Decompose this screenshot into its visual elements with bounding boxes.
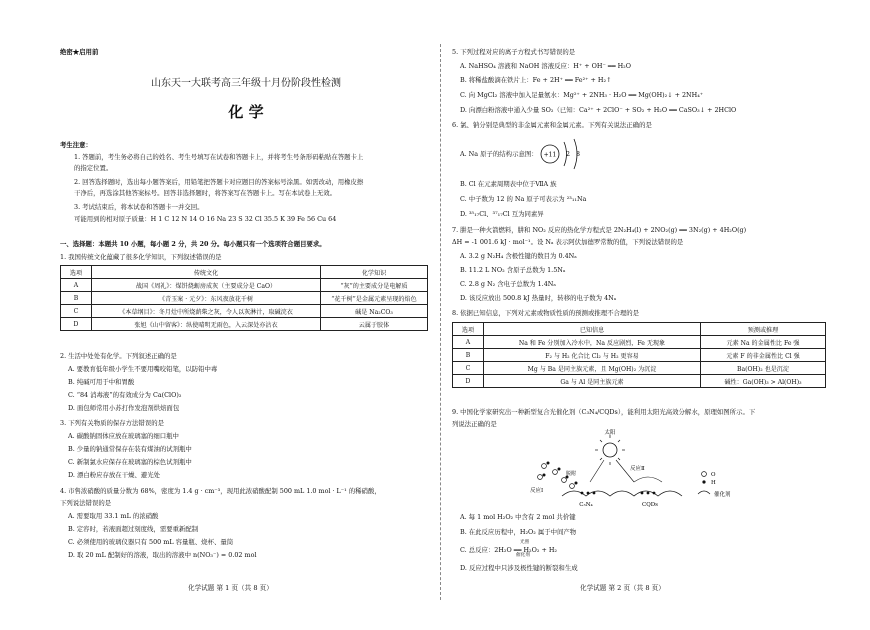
subject-title: 化 学 xyxy=(228,103,264,121)
q8-stem: 8. 依据已知信息，下列对元素或物质性质的预测或推理不合理的是 xyxy=(452,309,640,317)
table-row xyxy=(453,362,826,375)
table-cell: 碱是 Na₂CO₃ xyxy=(321,305,428,318)
sun-icon xyxy=(595,435,625,465)
reaction1-label: 反应Ⅰ xyxy=(530,488,544,494)
left-page xyxy=(60,0,432,630)
table-cell: 战国《周礼》：煤饼烧蛎房成灰（主要成分是 CaO） xyxy=(92,279,321,292)
sun-label: 太阳 xyxy=(604,430,616,436)
hydrogen-legend-icon xyxy=(702,480,705,483)
q6-option: C. 中子数为 12 的 Na 原子可表示为 ²³₁₁Na xyxy=(460,195,587,203)
q1-stem: 1. 我国传统文化蕴藏了很多化学知识，下列叙述错误的是 xyxy=(60,253,222,261)
table-header: 化学知识 xyxy=(321,266,428,279)
q3-stem: 3. 下列有关物质的保存方法错误的是 xyxy=(60,419,164,427)
q8-table xyxy=(452,322,826,388)
table-cell: F₂ 与 H₂ 化合比 Cl₂ 与 H₂ 更容易 xyxy=(484,349,701,362)
table-cell: Mg 与 Ba 是同主族元素，且 Mg(OH)₂ 为沉淀 xyxy=(484,362,701,375)
q9-option: C. 总反应：2H₂O ══ H₂O₂ + H₂ xyxy=(460,546,557,554)
legend-catalyst: 催化剂 xyxy=(714,492,731,498)
table-row xyxy=(61,279,428,292)
notice-item: 3. 考试结束后，将本试卷和答题卡一并交回。 xyxy=(74,203,204,211)
page-divider xyxy=(440,44,441,600)
q5-option: D. 向漂白粉溶液中通入少量 SO₂（已知：Ca²⁺ + 2ClO⁻ + SO₂ + H₂O ══ CaSO₃↓ + 2HClO xyxy=(460,106,737,114)
q4-stem-cont: 下列说法错误的是 xyxy=(60,499,112,507)
q6-option-a: A. Na 原子的结构示意图： xyxy=(460,150,538,158)
q2-option: A. 要教育低年级小学生不要用嘴咬铅笔，以防铅中毒 xyxy=(68,365,218,373)
q3-option: D. 漂白粉应存放在干燥、避光处 xyxy=(68,471,161,479)
cqds-label: CQDs xyxy=(642,502,658,508)
nucleus-label: +11 xyxy=(543,151,557,159)
q4-option: B. 定容时，若液面超过刻度线，需要重新配制 xyxy=(68,525,199,533)
catalyst-surface xyxy=(562,491,682,496)
table-header-row xyxy=(61,266,428,279)
table-cell: 元素 F 的非金属性比 Cl 强 xyxy=(701,349,826,362)
table-cell: 碱性：Ga(OH)₃ > Al(OH)₃ xyxy=(701,375,826,388)
table-cell: A xyxy=(453,336,484,349)
table-cell: C xyxy=(453,362,484,375)
q3-option: C. 新制氯水应保存在玻璃塞的棕色试剂瓶中 xyxy=(68,458,192,466)
table-cell: Ba(OH)₂ 也是沉淀 xyxy=(701,362,826,375)
table-header-row xyxy=(453,323,826,336)
table-cell: D xyxy=(61,318,92,331)
q7-stem-cont: ΔH = -1 001.6 kJ · mol⁻¹。设 Nₐ 表示阿伏加德罗常数的值，下列说法错误的是 xyxy=(452,238,684,246)
notice-title: 考生注意： xyxy=(60,141,92,149)
table-row xyxy=(453,349,826,362)
q2-option: C. “84 消毒液”的有效成分为 Ca(ClO)₂ xyxy=(68,391,182,399)
q9-option: B. 在此反应历程中，H₂O₂ 属于中间产物 xyxy=(460,528,577,536)
q5-stem: 5. 下列过程对应的离子方程式书写错误的是 xyxy=(452,48,576,56)
q6-stem: 6. 氯、钠分别是典型的非金属元素和金属元素。下列有关说法正确的是 xyxy=(452,121,652,129)
q1-table xyxy=(60,265,428,331)
shell-count: 2 xyxy=(566,151,570,158)
table-cell: A xyxy=(61,279,92,292)
q4-option: D. 取 20 mL 配制好的溶液，取出的溶液中 n(NO₃⁻) = 0.02 mol xyxy=(68,551,257,559)
notice-item: 2. 回答选择题时，选出每小题答案后，用铅笔把答题卡对应题目的答案标号涂黑。如需改动，用橡皮擦 xyxy=(74,178,364,186)
reaction-arrow xyxy=(634,477,662,482)
q9-option: A. 每 1 mol H₂O₂ 中含有 2 mol 共价键 xyxy=(460,513,576,521)
notice-item: 1. 答题前，考生务必将自己的姓名、考生号填写在试卷和答题卡上，并将考生号条形码粘贴在答题卡上 xyxy=(74,153,364,161)
eq-condition-top: 光照 xyxy=(520,540,530,545)
catalyst-legend-icon xyxy=(698,491,710,494)
table-header: 选项 xyxy=(61,266,92,279)
table-cell: 张旭《山中留客》：纵使晴明无雨色，入云深处亦沾衣 xyxy=(92,318,321,331)
table-cell: 云属于胶体 xyxy=(321,318,428,331)
reaction2-label: 反应Ⅱ xyxy=(630,466,645,472)
c3n4-label: C₃N₄ xyxy=(579,502,593,508)
table-cell: D xyxy=(453,375,484,388)
q6-option: D. ³⁵₁₇Cl、³⁷₁₇Cl 互为同素异 xyxy=(460,210,544,218)
q6-option: B. Cl 在元素周期表中位于ⅦA 族 xyxy=(460,180,557,188)
q7-stem: 7. 肼是一种火箭燃料，肼和 NO₂ 反应的热化学方程式是 2N₂H₄(l) + 2NO₂(g) ══ 3N₂(g) + 4H₂O(g) xyxy=(452,226,747,234)
legend-o: O xyxy=(711,472,716,478)
q7-option: A. 3.2 g N₂H₄ 含极性键的数目为 0.4Nₐ xyxy=(460,252,577,260)
table-row xyxy=(453,336,826,349)
legend-h: H xyxy=(711,480,716,486)
notice-item: 干净后，再选涂其他答案标号。回答非选择题时，将答案写在答题卡上。写在本试卷上无效。 xyxy=(74,189,337,197)
table-row xyxy=(61,318,428,331)
secret-label: 绝密★启用前 xyxy=(60,48,99,56)
oxygen-legend-icon xyxy=(702,472,707,477)
table-cell: Na 和 Fe 分别加入冷水中，Na 反应剧烈，Fe 无现象 xyxy=(484,336,701,349)
q9-stem-cont: 列说法正确的是 xyxy=(452,420,497,428)
q5-option: C. 向 MgCl₂ 溶液中加入足量氨水：Mg²⁺ + 2NH₃ · H₂O ══ Mg(OH)₂↓ + 2NH₄⁺ xyxy=(460,91,704,99)
table-cell: 《本草纲目》：冬月灶中所烧薪柴之灰，令人以灰淋汁，取碱浣衣 xyxy=(92,305,321,318)
page-footer: 化学试题 第 2 页（共 8 页） xyxy=(580,584,665,592)
desorb-label: 脱附 xyxy=(566,471,577,477)
shell-count: 8 xyxy=(576,151,580,158)
sodium-atom-diagram xyxy=(538,134,598,174)
light-ray xyxy=(590,460,604,482)
table-header: 选项 xyxy=(453,323,484,336)
section-heading: 一、选择题：本题共 10 小题，每小题 2 分，共 20 分。每小题只有一个选项符合题目要求。 xyxy=(60,240,326,248)
notice-item: 的指定位置。 xyxy=(74,164,113,172)
table-cell: 元素 Na 的金属性比 Fe 强 xyxy=(701,336,826,349)
table-header: 预测或推理 xyxy=(701,323,826,336)
q9-stem: 9. 中国化学家研究出一种新型复合光催化剂（C₃N₄/CQDs），能利用太阳光高效分解水，原理如图所示。下 xyxy=(452,408,756,416)
table-cell: “灰”的主要成分是电解质 xyxy=(321,279,428,292)
q5-option: A. NaHSO₄ 溶液和 NaOH 溶液反应：H⁺ + OH⁻ ══ H₂O xyxy=(460,62,631,70)
q9-option: D. 反应过程中只涉及极性键的断裂和生成 xyxy=(460,564,578,572)
photocatalysis-diagram xyxy=(522,430,752,510)
q7-option: B. 11.2 L NO₂ 含原子总数为 1.5Nₐ xyxy=(460,266,566,274)
q4-option: A. 需要取用 33.1 mL 的浓硝酸 xyxy=(68,512,159,520)
q3-option: B. 少量的钠通常保存在装有煤油的试剂瓶中 xyxy=(68,445,192,453)
page-footer: 化学试题 第 1 页（共 8 页） xyxy=(188,584,273,592)
exam-title: 山东天一大联考高三年级十月份阶段性检测 xyxy=(151,78,341,89)
table-cell: “花千树”是金属元素呈现的焰色 xyxy=(321,292,428,305)
table-header: 传统文化 xyxy=(92,266,321,279)
q7-option: D. 该反应放出 500.8 kJ 热量时，转移的电子数为 4Nₐ xyxy=(460,294,617,302)
q3-option: A. 碳酸钠固体应放在玻璃塞的细口瓶中 xyxy=(68,432,179,440)
right-page xyxy=(452,0,830,630)
table-cell: B xyxy=(61,292,92,305)
table-row xyxy=(453,375,826,388)
table-cell: B xyxy=(453,349,484,362)
table-row xyxy=(61,305,428,318)
q4-option: C. 必须使用的玻璃仪器只有 500 mL 容量瓶、烧杯、量筒 xyxy=(68,538,234,546)
q4-stem: 4. 市售浓硝酸的质量分数为 68%，密度为 1.4 g · cm⁻³，现用此浓硝酸配制 500 mL 1.0 mol · L⁻¹ 的稀硝酸， xyxy=(60,487,381,495)
q5-option: B. 将稀盐酸滴在铁片上：Fe + 2H⁺ ══ Fe²⁺ + H₂↑ xyxy=(460,76,612,84)
atomic-masses: 可能用到的相对原子质量：H 1 C 12 N 14 O 16 Na 23 S 32 Cl 35.5 K 39 Fe 56 Cu 64 xyxy=(74,215,337,223)
eq-condition-bottom: 催化剂 xyxy=(516,553,530,558)
table-header: 已知信息 xyxy=(484,323,701,336)
table-row xyxy=(61,292,428,305)
q2-stem: 2. 生活中处处有化学。下列叙述正确的是 xyxy=(60,352,177,360)
q2-option: B. 纯碱可用于中和胃酸 xyxy=(68,378,135,386)
q2-option: D. 面包师常用小苏打作发泡剂烘焙面包 xyxy=(68,404,180,412)
table-cell: Ga 与 Al 是同主族元素 xyxy=(484,375,701,388)
table-cell: C xyxy=(61,305,92,318)
table-cell: 《青玉案 · 元夕》：东风夜放花千树 xyxy=(92,292,321,305)
q7-option: C. 2.8 g N₂ 含电子总数为 1.4Nₐ xyxy=(460,280,556,288)
